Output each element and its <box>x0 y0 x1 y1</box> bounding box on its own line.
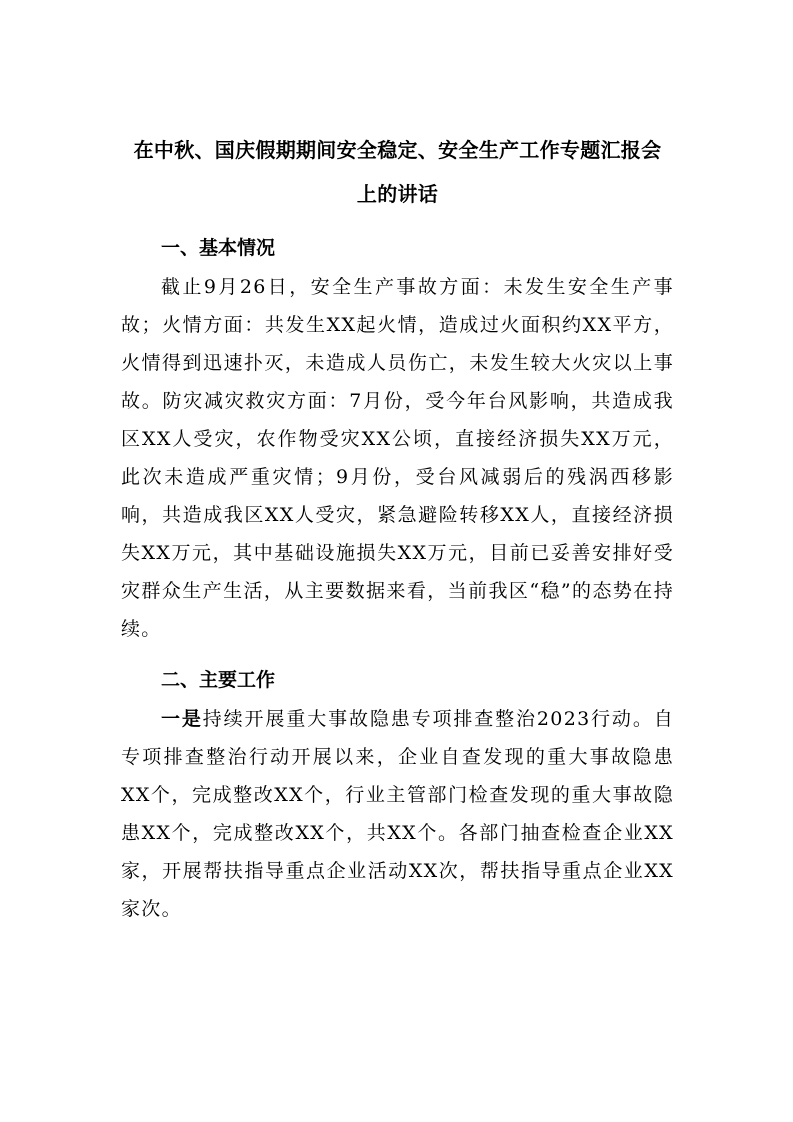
document-title <box>121 128 674 216</box>
section-2-paragraph <box>121 700 674 928</box>
section-2-heading: 二、主要工作 <box>161 669 276 691</box>
title-line-2: 上的讲话 <box>356 182 439 206</box>
section-1-heading: 一、基本情况 <box>161 237 276 259</box>
section-2-lead: 一是 <box>161 708 203 730</box>
section-1-paragraph: 截止9月26日，安全生产事故方面：未发生安全生产事故；火情方面：共发生XX起火情，造成过火面积约XX平方，火情得到迅速扑灭，未造成人员伤亡，未发生较大火灾以上事故。防灾减灾救灾方面：7月份，受今年台风影响，共造成我区XX人受灾，农作物受灾XX公顷，直接经济损失XX万元，此次未造成严重灾情；9月份，受台风减弱后的残涡西移影响，共造成我区XX人受灾，紧急避险转移XX人，直接经济损失XX万元，其中基础设施损失XX万元，目前已妥善安排好受灾群众生产生活，从主要数据来看，当前我区“稳”的态势在持续。 <box>121 276 674 640</box>
section-2-body: 持续开展重大事故隐患专项排查整治2023行动。自专项排查整治行动开展以来，企业自查发现的重大事故隐患XX个，完成整改XX个，行业主管部门检查发现的重大事故隐患XX个，完成整改XX个，共XX个。各部门抽查检查企业XX家，开展帮扶指导重点企业活动XX次，帮扶指导重点企业XX家次。 <box>121 708 674 920</box>
document-page <box>121 128 674 928</box>
title-line-1: 在中秋、国庆假期期间安全稳定、安全生产工作专题汇报会 <box>133 138 662 162</box>
